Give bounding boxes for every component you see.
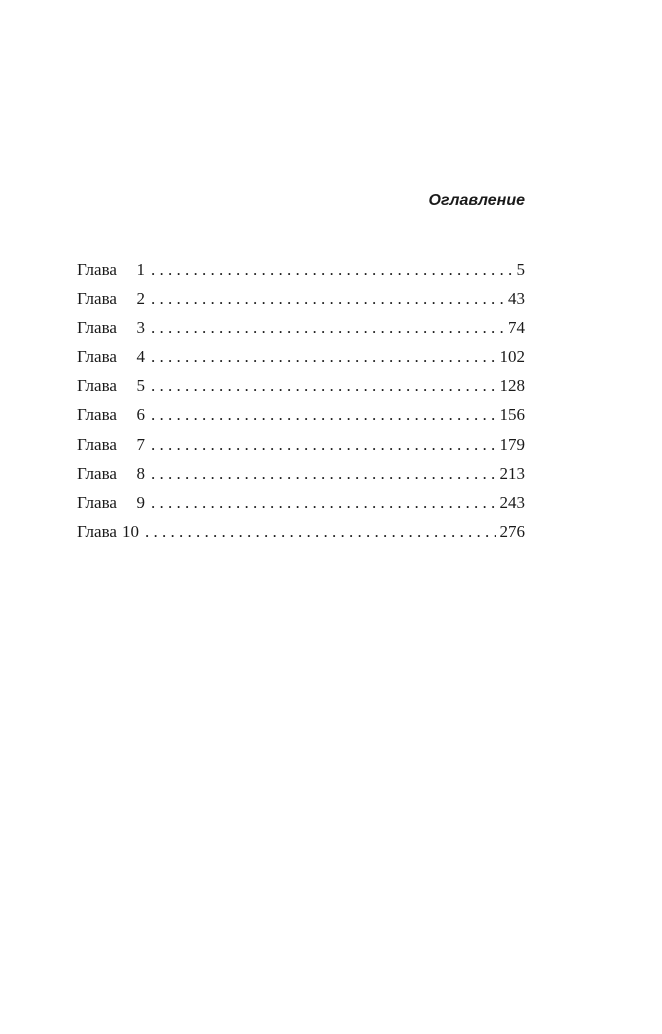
entry-page-number: 102 [499,347,525,367]
entry-page-number: 43 [508,289,525,309]
entry-page-number: 74 [508,318,525,338]
dot-leader [151,433,496,457]
entry-label: Глава [77,492,117,512]
entry-number: 10 [121,521,139,541]
entry-number: 9 [136,492,145,512]
entry-page-number: 276 [499,521,525,541]
dot-leader [151,287,504,311]
entry-number: 6 [136,405,145,425]
entry-page-number: 179 [499,434,525,454]
dot-leader [151,316,504,340]
entry-number: 2 [136,289,145,309]
entry-page-number: 243 [499,492,525,512]
entry-number: 3 [136,318,145,338]
toc-list [77,258,525,549]
entry-label: Глава [77,260,117,279]
entry-number: 7 [136,434,145,454]
toc-entry-9[interactable] [77,491,525,520]
toc-entry-4[interactable] [77,345,525,374]
dot-leader [151,374,496,398]
entry-page-number: 5 [516,260,525,279]
toc-entry-8[interactable] [77,462,525,491]
dot-leader [151,403,496,427]
entry-number: 1 [136,260,145,279]
entry-label: Глава [77,376,117,396]
entry-page-number: 156 [499,405,525,425]
entry-label: Глава [77,318,117,338]
toc-entry-6[interactable] [77,403,525,432]
entry-page-number: 128 [499,376,525,396]
toc-entry-2[interactable] [77,287,525,316]
toc-title: Оглавление [428,192,525,209]
entry-label: Глава [77,289,117,309]
entry-number: 5 [136,376,145,396]
entry-label: Глава [77,521,117,541]
toc-entry-1[interactable] [77,258,525,287]
entry-label: Глава [77,347,117,367]
toc-entry-3[interactable] [77,316,525,345]
toc-entry-7[interactable] [77,433,525,462]
entry-number: 8 [136,463,145,483]
entry-label: Глава [77,405,117,425]
dot-leader [145,520,496,544]
toc-entry-10[interactable] [77,520,525,549]
entry-page-number: 213 [499,463,525,483]
toc-entry-5[interactable] [77,374,525,403]
entry-label: Глава [77,463,117,483]
dot-leader [151,345,496,369]
dot-leader [151,491,496,515]
dot-leader [151,258,513,282]
entry-label: Глава [77,434,117,454]
entry-number: 4 [136,347,145,367]
dot-leader [151,462,496,486]
